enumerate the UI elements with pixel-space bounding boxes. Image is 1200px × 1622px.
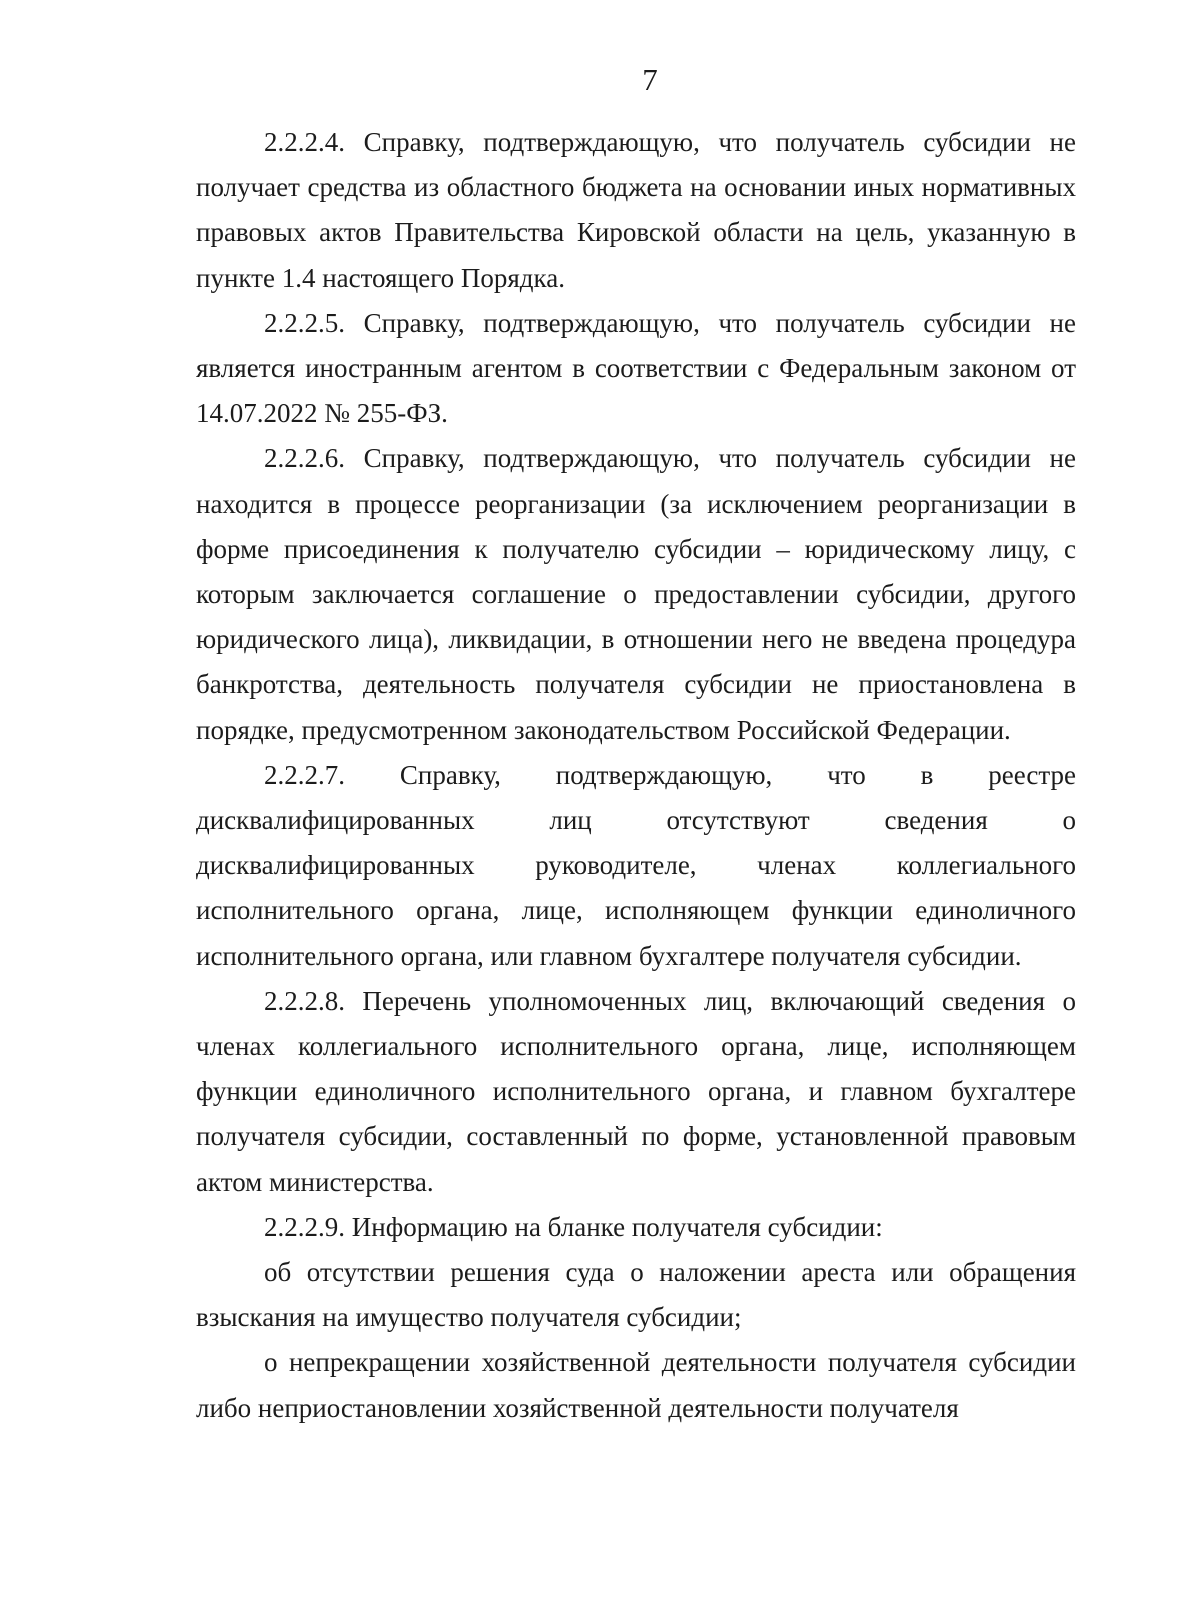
paragraph-2-2-2-5: 2.2.2.5. Справку, подтверждающую, что получатель субсидии не является иностранным агентом в соответствии с Федеральным законом от 14.07.2022 № 255-ФЗ. xyxy=(196,307,1076,429)
paragraph-2-2-2-4: 2.2.2.4. Справку, подтверждающую, что получатель субсидии не получает средства из областного бюджета на основании иных нормативных правовых актов Правительства Кировской области на цель, указанную в пункте 1.4 настоящего Порядка. xyxy=(196,127,1076,293)
paragraph-activity-continuation: о непрекращении хозяйственной деятельности получателя субсидии либо неприостановлении хозяйственной деятельности получателя xyxy=(196,1347,1076,1423)
paragraph-2-2-2-9: 2.2.2.9. Информацию на бланке получателя субсидии: xyxy=(264,1211,883,1242)
paragraph-2-2-2-6: 2.2.2.6. Справку, подтверждающую, что получатель субсидии не находится в процессе реорганизации (за исключением реорганизации в форме присоединения к получателю субсидии – юридическому лицу, с которым заключается соглашение о предоставлении субсидии, другого юридического лица), ликвидации, в отношении него не введена процедура банкротства, деятельность получателя субсидии не приостановлена в порядке, предусмотренном законодательством Российской Федерации. xyxy=(196,443,1076,745)
paragraph-court-decision: об отсутствии решения суда о наложении ареста или обращения взыскания на имущество получателя субсидии; xyxy=(196,1257,1076,1333)
paragraph-2-2-2-7: 2.2.2.7. Справку, подтверждающую, что в реестре дисквалифицированных лиц отсутствуют сведения о дисквалифицированных руководителе, членах коллегиального исполнительного органа, лице, исполняющем функции единоличного исполнительного органа, или главном бухгалтере получателя субсидии. xyxy=(196,759,1076,971)
paragraph-2-2-2-8: 2.2.2.8. Перечень уполномоченных лиц, включающий сведения о членах коллегиального исполнительного органа, лице, исполняющем функции единоличного исполнительного органа, и главном бухгалтере получателя субсидии, составленный по форме, установленной правовым актом министерства. xyxy=(196,985,1076,1197)
page-number: 7 xyxy=(642,62,658,97)
document-body xyxy=(196,120,1076,1431)
